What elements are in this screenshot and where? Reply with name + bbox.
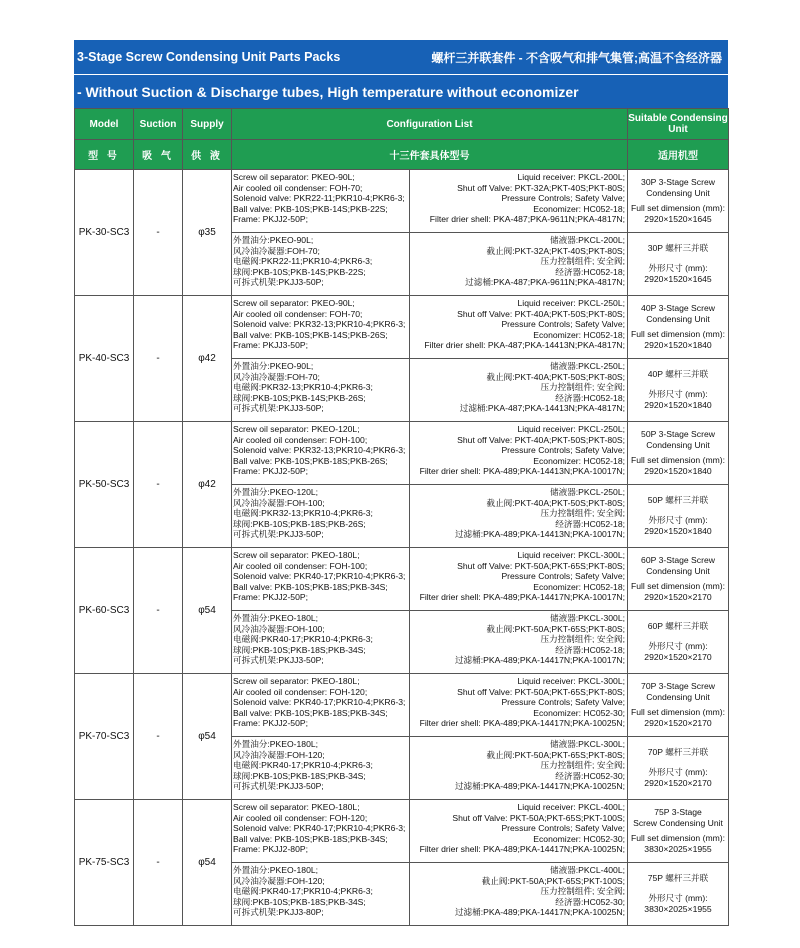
config-line: Shut off Valve: PKT-32A;PKT-40S;PKT-80S; xyxy=(457,182,625,193)
suitable-line: 40P 3-Stage Screw xyxy=(641,303,715,313)
suction-cell: - xyxy=(134,296,183,422)
config-cell xyxy=(232,674,628,737)
config-line: 过滤桶:PKA-489;PKA-14417N;PKA-10017N; xyxy=(454,655,625,666)
config-line: Pressure Controls; Safety Valve; xyxy=(501,823,625,834)
config-line: Liquid receiver: PKCL-300L; xyxy=(517,676,625,686)
config-line: 截止阀:PKT-50A;PKT-65S;PKT-80S; xyxy=(486,749,625,760)
config-line: Screw oil separator: PKEO-180L; xyxy=(233,802,360,812)
config-line: Economizer: HC052-18; xyxy=(533,455,625,466)
suitable-line: 外形尺寸 (mm): xyxy=(648,641,708,651)
config-line: Economizer: HC052-18; xyxy=(533,203,625,214)
header-row-chinese xyxy=(75,140,729,170)
config-cell xyxy=(232,296,628,359)
config-right-list xyxy=(410,485,627,547)
supply-cell: φ54 xyxy=(183,800,232,926)
config-line: 球阀:PKB-10S;PKB-18S;PKB-34S; xyxy=(233,770,366,781)
config-left-list xyxy=(232,674,410,736)
table-row xyxy=(75,170,729,233)
suitable-line: 2920×1520×1840 xyxy=(644,400,712,410)
config-line: 外置油分:PKEO-180L; xyxy=(233,613,319,623)
suitable-line: Full set dimension (mm): xyxy=(630,203,726,213)
config-line: 电磁阀:PKR40-17;PKR10-4;PKR6-3; xyxy=(233,886,373,897)
config-line: 外置油分:PKEO-90L; xyxy=(233,235,314,245)
table-row xyxy=(75,800,729,863)
suitable-line: 外形尺寸 (mm): xyxy=(648,767,708,777)
suitable-unit-cell xyxy=(628,296,729,359)
suitable-line: Screw Condensing Unit xyxy=(633,818,723,828)
config-line: 经济器:HC052-18; xyxy=(555,392,625,403)
config-line: 经济器:HC052-18; xyxy=(555,266,625,277)
config-line: 压力控制组件; 安全阀; xyxy=(540,886,625,897)
col-suction-cn: 吸 气 xyxy=(134,140,183,170)
suitable-line: 外形尺寸 (mm): xyxy=(648,263,708,273)
config-left-list xyxy=(232,863,410,925)
suitable-line: 2920×1520×2170 xyxy=(644,592,712,602)
suitable-line: Condensing Unit xyxy=(646,692,710,702)
config-line: 电磁阀:PKR40-17;PKR10-4;PKR6-3; xyxy=(233,760,373,771)
config-cell xyxy=(232,611,628,674)
config-line: Screw oil separator: PKEO-180L; xyxy=(233,550,360,560)
col-suitable-cn: 适用机型 xyxy=(628,140,729,170)
config-line: Liquid receiver: PKCL-200L; xyxy=(517,172,625,182)
config-line: 压力控制组件; 安全阀; xyxy=(540,634,625,645)
config-right-list xyxy=(410,359,627,421)
config-line: Ball valve: PKB-10S;PKB-18S;PKB-34S; xyxy=(233,581,388,592)
config-line: 外置油分:PKEO-120L; xyxy=(233,487,319,497)
config-line: 储液器:PKCL-300L; xyxy=(550,613,625,623)
config-line: Filter drier shell: PKA-487;PKA-9611N;PKA-4817N; xyxy=(429,214,625,225)
config-right-list xyxy=(410,863,627,925)
config-line: Air cooled oil condenser: FOH-70; xyxy=(233,182,363,193)
col-suitable: Suitable Condensing Unit xyxy=(628,109,729,140)
config-line: Ball valve: PKB-10S;PKB-14S;PKB-26S; xyxy=(233,329,388,340)
config-line: 可拆式机架:PKJJ3-50P; xyxy=(233,781,324,792)
config-line: 经济器:HC052-18; xyxy=(555,518,625,529)
config-right-list xyxy=(410,800,627,862)
model-cell: PK-60-SC3 xyxy=(75,548,134,674)
config-line: Solenoid valve: PKR40-17;PKR10-4;PKR6-3; xyxy=(233,571,406,582)
suitable-line: 75P 3-Stage xyxy=(654,807,702,817)
config-line: Frame: PKJJ2-50P; xyxy=(233,718,308,729)
config-line: Solenoid valve: PKR32-13;PKR10-4;PKR6-3; xyxy=(233,319,406,330)
table-row xyxy=(75,548,729,611)
suitable-line: Full set dimension (mm): xyxy=(630,833,726,843)
suitable-line: 40P 螺杆三并联 xyxy=(647,369,709,379)
suitable-line: Condensing Unit xyxy=(646,566,710,576)
config-right-list xyxy=(410,611,627,673)
config-line: 压力控制组件; 安全阀; xyxy=(540,256,625,267)
config-line: 电磁阀:PKR22-11;PKR10-4;PKR6-3; xyxy=(233,256,373,267)
suitable-line: 2920×1520×1645 xyxy=(644,214,712,224)
config-line: 电磁阀:PKR32-13;PKR10-4;PKR6-3; xyxy=(233,382,373,393)
suitable-line: Full set dimension (mm): xyxy=(630,455,726,465)
config-line: 风冷油冷凝器:FOH-70; xyxy=(233,371,320,382)
config-line: Ball valve: PKB-10S;PKB-18S;PKB-26S; xyxy=(233,455,388,466)
config-line: Shut off Valve: PKT-50A;PKT-65S;PKT-100S; xyxy=(452,812,625,823)
suitable-unit-cell xyxy=(628,863,729,926)
config-line: 过滤桶:PKA-487;PKA-14413N;PKA-4817N; xyxy=(459,403,625,414)
config-line: Air cooled oil condenser: FOH-100; xyxy=(233,560,368,571)
config-right-list xyxy=(410,233,627,295)
config-line: Air cooled oil condenser: FOH-120; xyxy=(233,686,368,697)
supply-cell: φ42 xyxy=(183,422,232,548)
config-left-list xyxy=(232,485,410,547)
config-line: Ball valve: PKB-10S;PKB-18S;PKB-34S; xyxy=(233,707,388,718)
config-line: Liquid receiver: PKCL-300L; xyxy=(517,550,625,560)
config-line: Shut off Valve: PKT-40A;PKT-50S;PKT-80S; xyxy=(457,308,625,319)
header-row-english xyxy=(75,109,729,140)
config-line: 球阀:PKB-10S;PKB-14S;PKB-22S; xyxy=(233,266,366,277)
config-line: 过滤桶:PKA-489;PKA-14417N;PKA-10025N; xyxy=(454,907,625,918)
suitable-line: 外形尺寸 (mm): xyxy=(648,893,708,903)
config-line: Screw oil separator: PKEO-180L; xyxy=(233,676,360,686)
config-line: Liquid receiver: PKCL-250L; xyxy=(517,424,625,434)
config-line: 储液器:PKCL-250L; xyxy=(550,361,625,371)
suitable-unit-cell xyxy=(628,359,729,422)
config-line: 压力控制组件; 安全阀; xyxy=(540,760,625,771)
config-line: 风冷油冷凝器:FOH-120; xyxy=(233,749,325,760)
config-line: 外置油分:PKEO-90L; xyxy=(233,361,314,371)
config-cell xyxy=(232,422,628,485)
config-line: Pressure Controls; Safety Valve; xyxy=(501,445,625,456)
config-line: Ball valve: PKB-10S;PKB-18S;PKB-34S; xyxy=(233,833,388,844)
col-config: Configuration List xyxy=(232,109,628,140)
config-right-list xyxy=(410,737,627,799)
config-line: 风冷油冷凝器:FOH-100; xyxy=(233,623,325,634)
config-left-list xyxy=(232,611,410,673)
suitable-line: 2920×1520×2170 xyxy=(644,778,712,788)
config-line: 可拆式机架:PKJJ3-50P; xyxy=(233,403,324,414)
suitable-line: Full set dimension (mm): xyxy=(630,329,726,339)
config-left-list xyxy=(232,296,410,358)
config-line: 球阀:PKB-10S;PKB-18S;PKB-34S; xyxy=(233,644,366,655)
suitable-line: 75P 螺杆三并联 xyxy=(647,873,709,883)
config-line: Solenoid valve: PKR40-17;PKR10-4;PKR6-3; xyxy=(233,823,406,834)
model-cell: PK-40-SC3 xyxy=(75,296,134,422)
suitable-line: 60P 螺杆三并联 xyxy=(647,621,709,631)
config-line: 过滤桶:PKA-487;PKA-9611N;PKA-4817N; xyxy=(465,277,625,288)
suitable-unit-cell xyxy=(628,170,729,233)
config-cell xyxy=(232,485,628,548)
config-left-list xyxy=(232,737,410,799)
suitable-line: 3830×2025×1955 xyxy=(644,844,712,854)
config-line: Solenoid valve: PKR40-17;PKR10-4;PKR6-3; xyxy=(233,697,406,708)
config-line: Screw oil separator: PKEO-90L; xyxy=(233,172,355,182)
config-line: 外置油分:PKEO-180L; xyxy=(233,865,319,875)
config-line: 球阀:PKB-10S;PKB-18S;PKB-26S; xyxy=(233,518,366,529)
config-cell xyxy=(232,548,628,611)
col-supply-cn: 供 液 xyxy=(183,140,232,170)
config-left-list xyxy=(232,359,410,421)
subtitle: - Without Suction & Discharge tubes, High temperature without economizer xyxy=(77,83,579,100)
suitable-line: Full set dimension (mm): xyxy=(630,707,726,717)
suitable-line: 2920×1520×1840 xyxy=(644,340,712,350)
config-line: 储液器:PKCL-400L; xyxy=(550,865,625,875)
config-cell xyxy=(232,170,628,233)
config-cell xyxy=(232,863,628,926)
config-line: Pressure Controls; Safety Valve; xyxy=(501,697,625,708)
config-line: Economizer: HC052-30; xyxy=(533,707,625,718)
suitable-unit-cell xyxy=(628,233,729,296)
config-line: Shut off Valve: PKT-40A;PKT-50S;PKT-80S; xyxy=(457,434,625,445)
config-line: 过滤桶:PKA-489;PKA-14417N;PKA-10025N; xyxy=(454,781,625,792)
table-row xyxy=(75,674,729,737)
suitable-line: 外形尺寸 (mm): xyxy=(648,515,708,525)
config-line: Pressure Controls; Safety Valve; xyxy=(501,571,625,582)
col-config-cn: 十三件套具体型号 xyxy=(232,140,628,170)
suitable-line: Condensing Unit xyxy=(646,440,710,450)
suitable-line: Condensing Unit xyxy=(646,314,710,324)
config-line: 过滤桶:PKA-489;PKA-14413N;PKA-10017N; xyxy=(454,529,625,540)
config-line: 可拆式机架:PKJJ3-80P; xyxy=(233,907,324,918)
config-line: 截止阀:PKT-50A;PKT-65S;PKT-80S; xyxy=(486,623,625,634)
supply-cell: φ35 xyxy=(183,170,232,296)
config-line: 经济器:HC052-30; xyxy=(555,770,625,781)
suitable-unit-cell xyxy=(628,800,729,863)
config-left-list xyxy=(232,548,410,610)
config-line: Solenoid valve: PKR32-13;PKR10-4;PKR6-3; xyxy=(233,445,406,456)
suitable-line: 70P 螺杆三并联 xyxy=(647,747,709,757)
config-left-list xyxy=(232,233,410,295)
suitable-line: 2920×1520×1840 xyxy=(644,526,712,536)
config-line: Filter drier shell: PKA-489;PKA-14417N;PKA-10017N; xyxy=(419,592,625,603)
suitable-unit-cell xyxy=(628,611,729,674)
config-line: Screw oil separator: PKEO-90L; xyxy=(233,298,355,308)
col-suction: Suction xyxy=(134,109,183,140)
supply-cell: φ54 xyxy=(183,548,232,674)
config-line: 可拆式机架:PKJJ3-50P; xyxy=(233,655,324,666)
config-line: 球阀:PKB-10S;PKB-14S;PKB-26S; xyxy=(233,392,366,403)
config-line: Filter drier shell: PKA-489;PKA-14417N;PKA-10025N; xyxy=(419,718,625,729)
subtitle-bar xyxy=(74,74,728,108)
config-left-list xyxy=(232,170,410,232)
suction-cell: - xyxy=(134,170,183,296)
config-left-list xyxy=(232,422,410,484)
model-cell: PK-70-SC3 xyxy=(75,674,134,800)
config-line: 可拆式机架:PKJJ3-50P; xyxy=(233,529,324,540)
config-line: Economizer: HC052-18; xyxy=(533,329,625,340)
config-line: 经济器:HC052-30; xyxy=(555,896,625,907)
suitable-unit-cell xyxy=(628,737,729,800)
config-line: Filter drier shell: PKA-487;PKA-14413N;PKA-4817N; xyxy=(424,340,625,351)
suitable-line: 2920×1520×1840 xyxy=(644,466,712,476)
col-supply: Supply xyxy=(183,109,232,140)
config-line: Frame: PKJJ3-50P; xyxy=(233,340,308,351)
suitable-unit-cell xyxy=(628,548,729,611)
col-model: Model xyxy=(75,109,134,140)
suitable-line: 3830×2025×1955 xyxy=(644,904,712,914)
suitable-line: 2920×1520×2170 xyxy=(644,652,712,662)
config-line: Frame: PKJJ2-80P; xyxy=(233,844,308,855)
config-right-list xyxy=(410,674,627,736)
col-model-cn: 型 号 xyxy=(75,140,134,170)
model-cell: PK-30-SC3 xyxy=(75,170,134,296)
suitable-line: 2920×1520×2170 xyxy=(644,718,712,728)
model-cell: PK-50-SC3 xyxy=(75,422,134,548)
config-line: 电磁阀:PKR40-17;PKR10-4;PKR6-3; xyxy=(233,634,373,645)
title-chinese: 螺杆三并联套件 - 不含吸气和排气集管;高温不含经济器 xyxy=(431,50,722,65)
config-right-list xyxy=(410,296,627,358)
suction-cell: - xyxy=(134,800,183,926)
suitable-unit-cell xyxy=(628,674,729,737)
table-row xyxy=(75,296,729,359)
suitable-line: Full set dimension (mm): xyxy=(630,581,726,591)
config-left-list xyxy=(232,800,410,862)
suitable-line: 2920×1520×1645 xyxy=(644,274,712,284)
supply-cell: φ42 xyxy=(183,296,232,422)
config-line: Economizer: HC052-30; xyxy=(533,833,625,844)
config-line: Frame: PKJJ2-50P; xyxy=(233,592,308,603)
config-line: 截止阀:PKT-50A;PKT-65S;PKT-100S; xyxy=(481,875,625,886)
config-line: 截止阀:PKT-40A;PKT-50S;PKT-80S; xyxy=(486,371,625,382)
config-line: Air cooled oil condenser: FOH-100; xyxy=(233,434,368,445)
config-line: 风冷油冷凝器:FOH-100; xyxy=(233,497,325,508)
config-line: Air cooled oil condenser: FOH-70; xyxy=(233,308,363,319)
config-cell xyxy=(232,737,628,800)
config-line: 外置油分:PKEO-180L; xyxy=(233,739,319,749)
suitable-line: 60P 3-Stage Screw xyxy=(641,555,715,565)
title-english: 3-Stage Screw Condensing Unit Parts Packs xyxy=(77,50,341,64)
suitable-line: 外形尺寸 (mm): xyxy=(648,389,708,399)
config-line: 风冷油冷凝器:FOH-120; xyxy=(233,875,325,886)
config-right-list xyxy=(410,548,627,610)
config-line: Screw oil separator: PKEO-120L; xyxy=(233,424,360,434)
suction-cell: - xyxy=(134,548,183,674)
suitable-line: 70P 3-Stage Screw xyxy=(641,681,715,691)
config-line: 电磁阀:PKR32-13;PKR10-4;PKR6-3; xyxy=(233,508,373,519)
config-line: 可拆式机架:PKJJ3-50P; xyxy=(233,277,324,288)
suitable-line: 50P 3-Stage Screw xyxy=(641,429,715,439)
suitable-line: 50P 螺杆三并联 xyxy=(647,495,709,505)
suitable-line: 30P 螺杆三并联 xyxy=(647,243,709,253)
config-line: Frame: PKJJ2-50P; xyxy=(233,466,308,477)
config-line: 储液器:PKCL-300L; xyxy=(550,739,625,749)
config-line: 经济器:HC052-18; xyxy=(555,644,625,655)
config-line: Economizer: HC052-18; xyxy=(533,581,625,592)
config-line: Liquid receiver: PKCL-400L; xyxy=(517,802,625,812)
title-bar xyxy=(74,40,728,74)
config-line: Ball valve: PKB-10S;PKB-14S;PKB-22S; xyxy=(233,203,388,214)
config-line: 压力控制组件; 安全阀; xyxy=(540,508,625,519)
config-line: 截止阀:PKT-32A;PKT-40S;PKT-80S; xyxy=(486,245,625,256)
config-line: Shut off Valve: PKT-50A;PKT-65S;PKT-80S; xyxy=(457,686,625,697)
model-cell: PK-75-SC3 xyxy=(75,800,134,926)
config-line: 球阀:PKB-10S;PKB-18S;PKB-34S; xyxy=(233,896,366,907)
config-line: Pressure Controls; Safety Valve; xyxy=(501,193,625,204)
suitable-line: 30P 3-Stage Screw xyxy=(641,177,715,187)
config-line: 截止阀:PKT-40A;PKT-50S;PKT-80S; xyxy=(486,497,625,508)
config-line: Frame: PKJJ2-50P; xyxy=(233,214,308,225)
suction-cell: - xyxy=(134,422,183,548)
config-line: Air cooled oil condenser: FOH-120; xyxy=(233,812,368,823)
config-line: Shut off Valve: PKT-50A;PKT-65S;PKT-80S; xyxy=(457,560,625,571)
parts-table xyxy=(74,108,729,926)
config-cell xyxy=(232,233,628,296)
config-line: 储液器:PKCL-250L; xyxy=(550,487,625,497)
config-line: 风冷油冷凝器:FOH-70; xyxy=(233,245,320,256)
config-line: Filter drier shell: PKA-489;PKA-14413N;PKA-10017N; xyxy=(419,466,625,477)
config-cell xyxy=(232,359,628,422)
suitable-unit-cell xyxy=(628,485,729,548)
config-line: Pressure Controls; Safety Valve; xyxy=(501,319,625,330)
table-row xyxy=(75,422,729,485)
config-line: Solenoid valve: PKR22-11;PKR10-4;PKR6-3; xyxy=(233,193,405,204)
suitable-unit-cell xyxy=(628,422,729,485)
config-line: Filter drier shell: PKA-489;PKA-14417N;PKA-10025N; xyxy=(419,844,625,855)
config-right-list xyxy=(410,170,627,232)
config-cell xyxy=(232,800,628,863)
supply-cell: φ54 xyxy=(183,674,232,800)
config-line: 压力控制组件; 安全阀; xyxy=(540,382,625,393)
config-right-list xyxy=(410,422,627,484)
config-line: Liquid receiver: PKCL-250L; xyxy=(517,298,625,308)
suction-cell: - xyxy=(134,674,183,800)
suitable-line: Condensing Unit xyxy=(646,188,710,198)
config-line: 储液器:PKCL-200L; xyxy=(550,235,625,245)
